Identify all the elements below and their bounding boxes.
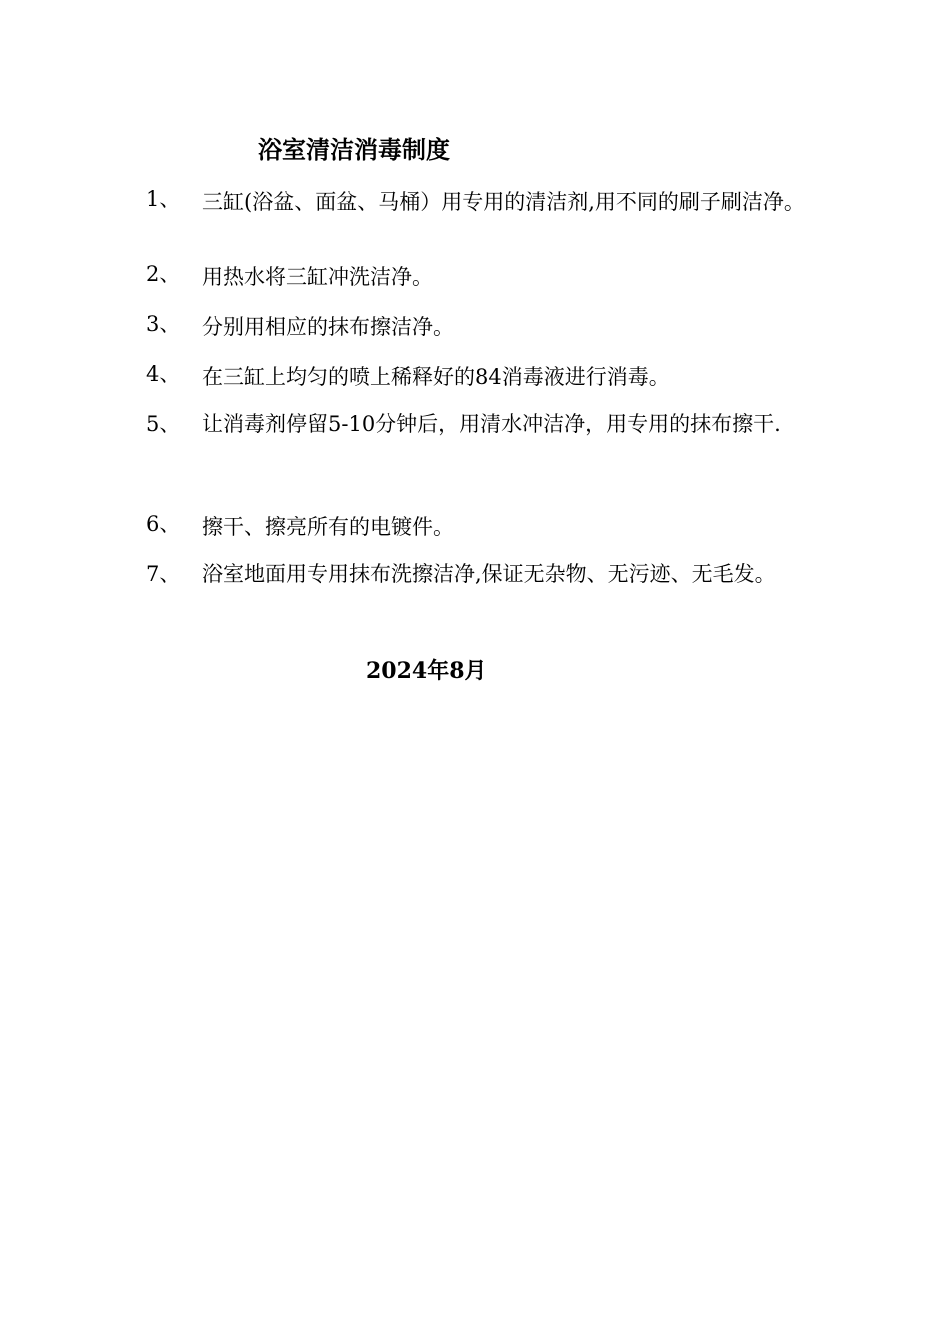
list-item-number: 1、 [146, 187, 181, 211]
list-item-text: 用热水将三缸冲洗洁净。 [202, 265, 433, 289]
document-title: 浴室清洁消毒制度 [258, 135, 450, 164]
list-item-number: 2、 [146, 262, 181, 286]
list-item-number: 6、 [146, 512, 181, 536]
list-item-text: 浴室地面用专用抹布洗擦洁净,保证无杂物、无污迹、无毛发。 [202, 562, 776, 586]
list-item-text: 三缸(浴盆、面盆、马桶）用专用的清洁剂,用不同的刷子刷洁净。 [202, 190, 805, 214]
list-item-number: 4、 [146, 362, 181, 386]
document-date: 2024年8月 [366, 658, 487, 684]
list-item-number: 5、 [146, 412, 181, 436]
list-item-text: 分别用相应的抹布擦洁净。 [202, 315, 454, 339]
list-item-number: 7、 [146, 562, 181, 586]
list-item-text: 让消毒剂停留5-10分钟后，用清水冲洁净，用专用的抹布擦干. [202, 412, 781, 436]
list-item-number: 3、 [146, 312, 181, 336]
list-item-text: 擦干、擦亮所有的电镀件。 [202, 515, 454, 539]
list-item-text: 在三缸上均匀的喷上稀释好的84消毒液进行消毒。 [202, 365, 670, 389]
